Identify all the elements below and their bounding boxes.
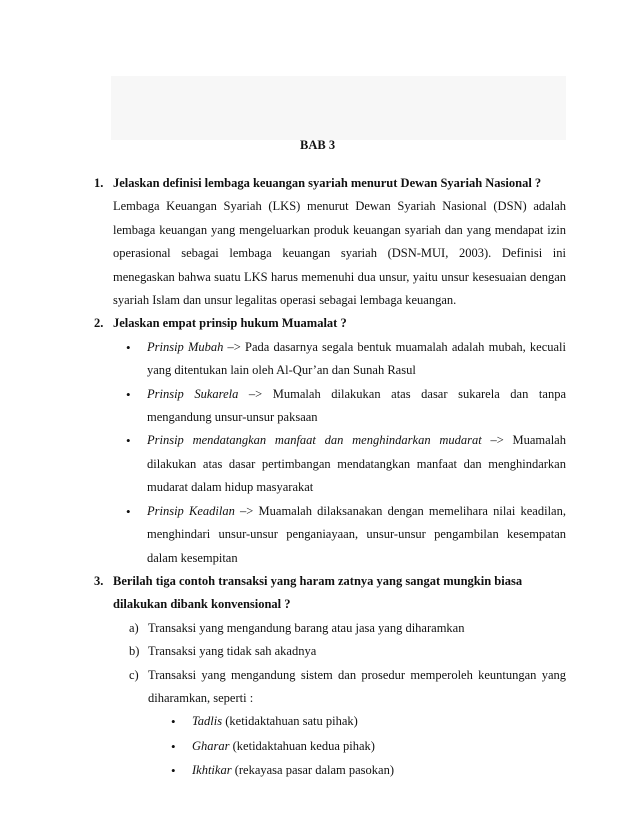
item-text: Transaksi yang mengandung sistem dan prosedur memperoleh keuntungan yang diharamkan, seperti :: [148, 667, 566, 705]
principle-list: [94, 336, 566, 570]
list-item: [129, 617, 566, 640]
question-number: 2.: [94, 316, 104, 331]
list-item: [129, 640, 566, 663]
bullet-icon: [126, 500, 147, 570]
chapter-title: BAB 3: [300, 138, 336, 152]
principle-description: –> Muamalah dilakukan atas dasar pertimbangan mendatangkan manfaat dan menghindarkan mudarat dalam hidup masyarakat: [147, 433, 566, 495]
principle-description: –> Mumalah dilakukan atas dasar sukarela dan tanpa mengandung unsur-unsur paksaan: [147, 386, 566, 425]
principle-description: –> Muamalah dilaksanakan dengan memelihara nilai keadilan, menghindari unsur-unsur penganiayaan, unsur-unsur pengambilan kesempatan dalam kesempitan: [147, 503, 566, 565]
bullet-icon: [171, 710, 192, 734]
list-item: [126, 383, 566, 430]
bullet-icon: [171, 759, 192, 783]
answer-paragraph: Lembaga Keuangan Syariah (LKS) menurut Dewan Syariah Nasional (DSN) adalah lembaga keuangan yang mengeluarkan produk keuangan syariah dan yang mendapat izin operasional sebagai lembaga keuangan syariah (DSN-MUI, 2003). Definisi ini menegaskan bahwa suatu LKS harus memenuhi dua unsur, yaitu unsur kesesuaian dengan syariah Islam dan unsur legalitas operasi sebagai lembaga keuangan.: [113, 199, 566, 308]
principle-term: Prinsip Keadilan: [147, 503, 235, 518]
document-body: [94, 172, 566, 784]
list-item: [171, 710, 566, 734]
question-text: Jelaskan empat prinsip hukum Muamalat ?: [113, 316, 347, 331]
list-item: [126, 429, 566, 499]
bullet-icon: [126, 429, 147, 499]
principle-term: Prinsip Sukarela: [147, 386, 239, 401]
list-item: [126, 500, 566, 570]
list-item: [171, 759, 566, 783]
list-item: [129, 664, 566, 784]
sub-description: (rekayasa pasar dalam pasokan): [231, 763, 394, 778]
question-text: Jelaskan definisi lembaga keuangan syariah menurut Dewan Syariah Nasional ?: [113, 176, 542, 190]
sub-term: Gharar: [192, 738, 230, 753]
item-text: Transaksi yang mengandung barang atau jasa yang diharamkan: [148, 620, 465, 635]
question-3: [94, 570, 566, 784]
list-item: [126, 336, 566, 383]
question-1: [94, 172, 566, 312]
sub-description: (ketidaktahuan satu pihak): [222, 714, 358, 729]
item-label: c): [129, 667, 139, 682]
item-label: a): [129, 620, 139, 635]
list-item: [171, 735, 566, 759]
principle-term: Prinsip Mubah: [147, 339, 224, 354]
principle-description: –> Pada dasarnya segala bentuk muamalah adalah mubah, kecuali yang ditentukan lain oleh Al-Qur’an dan Sunah Rasul: [147, 339, 566, 378]
question-number: 1.: [94, 176, 104, 190]
bullet-icon: [126, 383, 147, 430]
sub-term: Tadlis: [192, 714, 223, 729]
item-text: Transaksi yang tidak sah akadnya: [148, 644, 317, 659]
header-band: [111, 76, 566, 140]
principle-term: Prinsip mendatangkan manfaat dan menghindarkan mudarat: [147, 433, 482, 448]
transaction-list: [94, 617, 566, 784]
sub-list: [148, 710, 566, 783]
question-number: 3.: [94, 573, 104, 588]
bullet-icon: [171, 735, 192, 759]
sub-term: Ikhtikar: [192, 763, 232, 778]
question-2: [94, 312, 566, 569]
sub-description: (ketidaktahuan kedua pihak): [229, 738, 375, 753]
question-text: Berilah tiga contoh transaksi yang haram zatnya yang sangat mungkin biasa dilakukan dibank konvensional ?: [113, 573, 523, 612]
item-label: b): [129, 644, 140, 659]
bullet-icon: [126, 336, 147, 383]
